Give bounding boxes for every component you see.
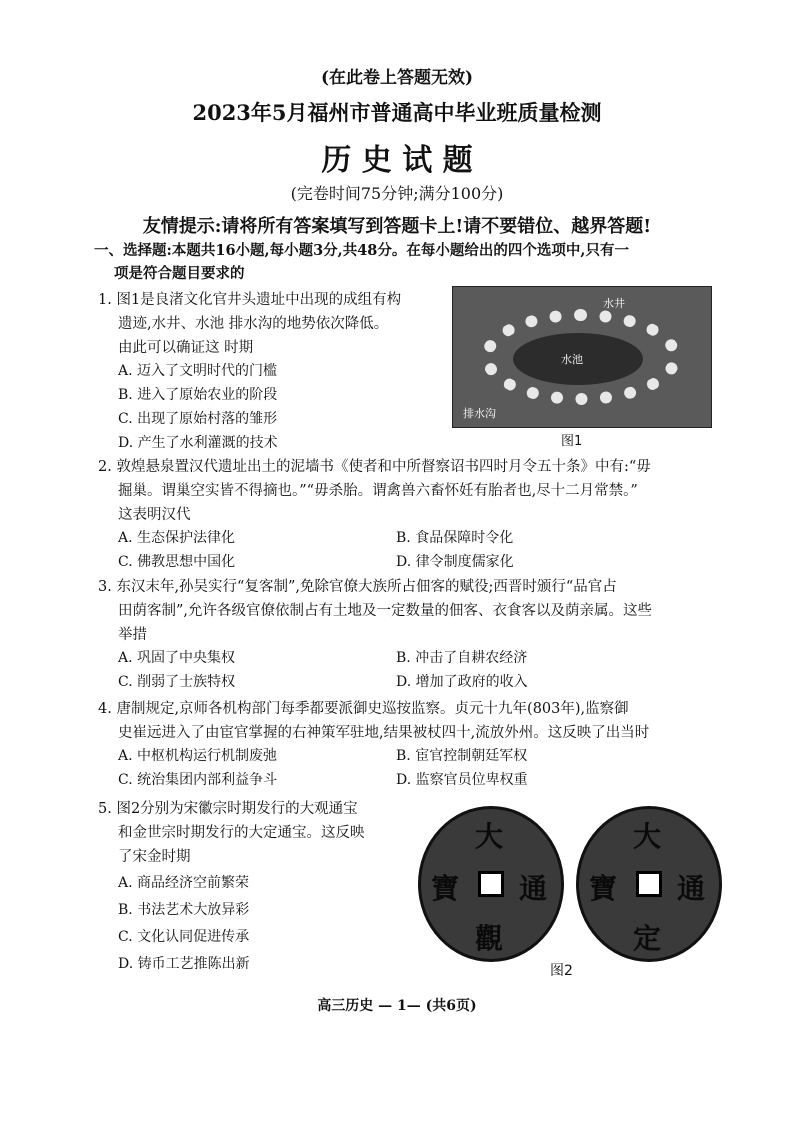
figure-2-caption: 图2 bbox=[550, 963, 573, 979]
q3-line2: 田荫客制”,允许各级官僚依制占有土地及一定数量的佃客、衣食客以及荫亲属。这些 bbox=[118, 603, 653, 619]
figure-1-caption: 图1 bbox=[561, 434, 583, 449]
coin1-left-char: 寶 bbox=[431, 872, 460, 905]
label-drain: 排水沟 bbox=[463, 407, 496, 420]
q3-line1: 3. 东汉末年,孙吴实行“复客制”,免除官僚大族所占佃客的赋役;西晋时颁行“品官占 bbox=[98, 579, 617, 595]
figure-1-photo bbox=[452, 286, 712, 428]
coin1-top-char: 大 bbox=[475, 820, 504, 853]
q3-option-d: D. 增加了政府的收入 bbox=[396, 674, 528, 690]
q4-option-b: B. 宦官控制朝廷军权 bbox=[396, 748, 528, 764]
page-footer: 高三历史 — 1— (共6页) bbox=[317, 998, 477, 1014]
q1-option-b: B. 进入了原始农业的阶段 bbox=[118, 387, 278, 403]
exam-title: 2023年5月福州市普通高中毕业班质量检测 bbox=[192, 100, 602, 125]
coin-hole bbox=[478, 871, 504, 897]
coin-daguan bbox=[418, 806, 564, 962]
coin2-bottom-char: 定 bbox=[633, 922, 662, 955]
q3-option-a: A. 巩固了中央集权 bbox=[118, 650, 236, 666]
q2-option-d: D. 律令制度儒家化 bbox=[396, 554, 514, 570]
coin1-bottom-char: 觀 bbox=[475, 922, 504, 955]
q1-option-d: D. 产生了水利灌溉的技术 bbox=[118, 435, 278, 451]
q3-option-c: C. 削弱了士族特权 bbox=[118, 674, 236, 690]
q1-line2: 遗迹,水井、水池 排水沟的地势依次降低。 bbox=[118, 316, 389, 332]
q2-option-b: B. 食品保障时令化 bbox=[396, 530, 514, 546]
q2-line2: 掘巢。谓巢空实皆不得摘也。”“毋杀胎。谓禽兽六畜怀妊有胎者也,尽十二月常禁。” bbox=[118, 483, 638, 499]
time-info: (完卷时间75分钟;满分100分) bbox=[290, 184, 504, 203]
q5-line1: 5. 图2分别为宋徽宗时期发行的大观通宝 bbox=[98, 801, 358, 817]
coin2-left-char: 寶 bbox=[589, 872, 618, 905]
coin1-right-char: 通 bbox=[519, 872, 548, 905]
q5-option-b: B. 书法艺术大放异彩 bbox=[118, 902, 250, 918]
coin-dading bbox=[576, 806, 722, 962]
q5-option-c: C. 文化认同促进传承 bbox=[118, 929, 250, 945]
q4-line1: 4. 唐制规定,京师各机构部门每季都要派御史巡按监察。贞元十九年(803年),监察御 bbox=[98, 701, 629, 717]
section1-line2: 项是符合题目要求的 bbox=[114, 265, 245, 282]
q5-line3: 了宋金时期 bbox=[118, 849, 191, 865]
label-pool: 水池 bbox=[561, 353, 583, 366]
q5-option-d: D. 铸币工艺推陈出新 bbox=[118, 956, 250, 972]
coin2-right-char: 通 bbox=[677, 872, 706, 905]
q3-line3: 举措 bbox=[118, 627, 147, 643]
q1-option-c: C. 出现了原始村落的雏形 bbox=[118, 411, 278, 427]
q5-option-a: A. 商品经济空前繁荣 bbox=[118, 875, 250, 891]
q2-line3: 这表明汉代 bbox=[118, 507, 191, 523]
q2-option-a: A. 生态保护法律化 bbox=[118, 530, 236, 546]
q4-line2: 史崔远进入了由宦官掌握的右神策军驻地,结果被杖四十,流放外州。这反映了出当时 bbox=[118, 725, 650, 741]
q2-line1: 2. 敦煌悬泉置汉代遗址出土的泥墙书《使者和中所督察诏书四时月令五十条》中有:“毋 bbox=[98, 459, 651, 475]
coin-hole bbox=[636, 871, 662, 897]
q1-option-a: A. 迈入了文明时代的门槛 bbox=[118, 363, 278, 379]
q4-option-a: A. 中枢机构运行机制废弛 bbox=[118, 748, 278, 764]
section1-line1: 一、选择题:本题共16小题,每小题3分,共48分。在每小题给出的四个选项中,只有一 bbox=[94, 242, 629, 259]
q2-option-c: C. 佛教思想中国化 bbox=[118, 554, 236, 570]
coin2-top-char: 大 bbox=[633, 820, 662, 853]
q4-option-d: D. 监察官员位卑权重 bbox=[396, 772, 528, 788]
q1-line3: 由此可以确证这 时期 bbox=[118, 340, 254, 356]
subject-title: 历 史 试 题 bbox=[321, 143, 473, 178]
label-well: 水井 bbox=[603, 297, 625, 310]
q5-line2: 和金世宗时期发行的大定通宝。这反映 bbox=[118, 825, 365, 841]
notice: (在此卷上答题无效) bbox=[320, 68, 474, 88]
q3-option-b: B. 冲击了自耕农经济 bbox=[396, 650, 528, 666]
q4-option-c: C. 统治集团内部利益争斗 bbox=[118, 772, 278, 788]
reminder: 友情提示:请将所有答案填写到答题卡上!请不要错位、越界答题! bbox=[142, 216, 652, 237]
q1-line1: 1. 图1是良渚文化官井头遗址中出现的成组有构 bbox=[98, 292, 402, 308]
